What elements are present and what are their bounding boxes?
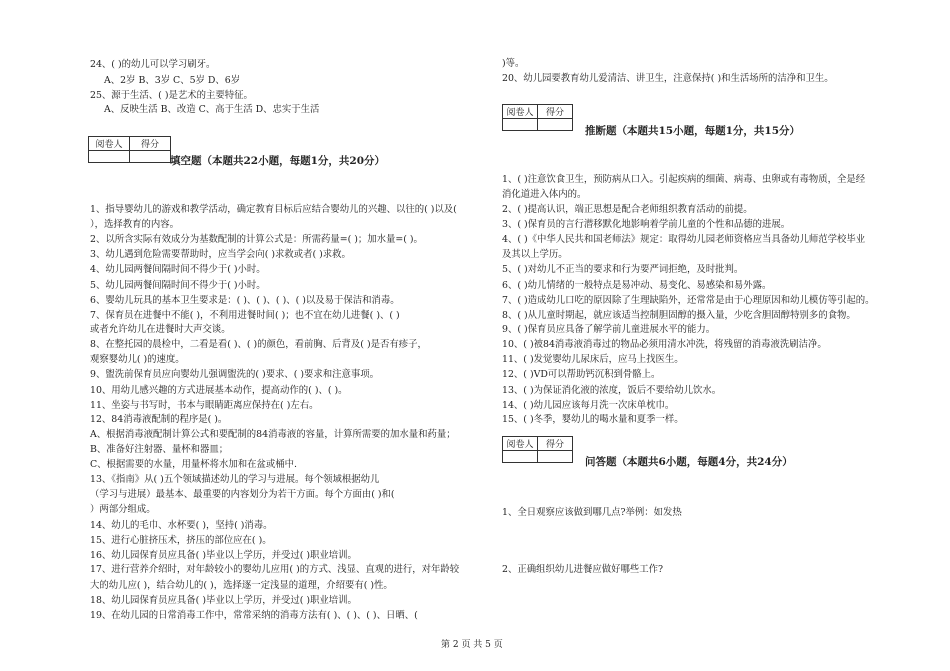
section-title-qa: 问答题（本题共6小题，每题4分，共24分） bbox=[585, 456, 793, 468]
fill-blank-line: 3、幼儿遇到危险需要帮助时，应当学会向( )求救或者( )求救。 bbox=[90, 249, 351, 260]
fill-blank-line: B、准备好注射器、量杯和器皿； bbox=[90, 444, 229, 455]
judge-line: 13、( )为保证消化液的浓度，饭后不要给幼儿饮水。 bbox=[502, 385, 722, 396]
judge-line: 12、( )VD可以帮助钙沉积到骨骼上。 bbox=[502, 369, 661, 380]
fill-blank-line: 观察婴幼儿( )的速度。 bbox=[90, 354, 185, 365]
question-25: 25、源于生活、( )是艺术的主要特征。 bbox=[90, 90, 253, 101]
score-table-judge bbox=[502, 104, 573, 131]
question-19-continued: )等。 bbox=[502, 58, 525, 69]
fill-blank-line: 8、在整托园的晨检中，二看是看( )、( )的颜色，看前胸、后背及( )是否有疹子， bbox=[90, 339, 427, 350]
fill-blank-line: 大的幼儿应( )，结合幼儿的( )，选择逐一定浅显的道理，介绍要有( )性。 bbox=[90, 580, 393, 591]
fill-blank-line: 5、幼儿园两餐间隔时间不得少于( )小时。 bbox=[90, 280, 266, 291]
question-24-options: A、2岁 B、3岁 C、5岁 D、6岁 bbox=[104, 75, 241, 86]
judge-line: 3、( )保育员的言行潜移默化地影响着学前儿童的个性和品德的进展。 bbox=[502, 219, 791, 230]
fill-blank-line: 7、保育员在进餐中不能( )，不利用进餐时间( )；也不宜在幼儿进餐( )、( ) bbox=[90, 310, 400, 321]
fill-blank-line: ）两部分组成。 bbox=[90, 504, 156, 515]
fill-blank-line: C、根据需要的水量，用量杯将水加和在盆或桶中. bbox=[90, 459, 298, 470]
fill-blank-line: 2、以所含实际有效成分为基数配制的计算公式是：所需药量=( )；加水量=( )。 bbox=[90, 234, 423, 245]
question-20: 20、幼儿园要教育幼儿爱清洁、讲卫生，注意保持( )和生活场所的洁净和卫生。 bbox=[502, 73, 834, 84]
judge-line: 14、( )幼儿园应该每月洗一次床单枕巾。 bbox=[502, 400, 675, 411]
judge-line: 1、( )注意饮食卫生，预防病从口入。引起疾病的细菌、病毒、虫卵或有毒物质，全是经 bbox=[502, 174, 866, 185]
score-cell[interactable] bbox=[538, 451, 573, 463]
score-table-qa bbox=[502, 436, 573, 463]
judge-line: 2、( )提高认识，端正思想是配合老师组织教育活动的前提。 bbox=[502, 204, 753, 215]
fill-blank-line: A、根据消毒液配制计算公式和要配制的84消毒液的容量，计算所需要的加水量和药量； bbox=[90, 429, 456, 440]
judge-line: 8、( )从儿童时期起，就应该适当控制胆固醇的摄入量，少吃含胆固醇特别多的食物。 bbox=[502, 310, 856, 321]
fill-blank-line: 12、84消毒液配制的程序是( )。 bbox=[90, 414, 228, 425]
score-table-fill bbox=[88, 136, 171, 163]
question-24: 24、( )的幼儿可以学习刷牙。 bbox=[90, 59, 216, 70]
judge-line: 5、( )对幼儿不正当的要求和行为要严词拒绝，及时批判。 bbox=[502, 264, 744, 275]
judge-line: 消化道进入体内的。 bbox=[502, 189, 587, 200]
score-cell[interactable] bbox=[538, 119, 573, 131]
reviewer-cell[interactable] bbox=[89, 151, 130, 163]
reviewer-label: 阅卷人 bbox=[89, 137, 130, 151]
fill-blank-line: 10、用幼儿感兴趣的方式进展基本动作，提高动作的( )、( )。 bbox=[90, 385, 348, 396]
reviewer-label: 阅卷人 bbox=[503, 105, 538, 119]
fill-blank-line: 16、幼儿园保育员应具备( )毕业以上学历，并受过( )职业培训。 bbox=[90, 550, 357, 561]
judge-line: 15、( )冬季，婴幼儿的喝水量和夏季一样。 bbox=[502, 414, 684, 425]
judge-line: 7、( )造成幼儿口吃的原因除了生理缺陷外，还常常是由于心理原因和幼儿模仿等引起的。 bbox=[502, 295, 875, 306]
score-label: 得分 bbox=[538, 437, 573, 451]
judge-line: 11、( )发觉婴幼儿尿床后，应马上找医生。 bbox=[502, 354, 684, 365]
fill-blank-line: 4、幼儿园两餐间隔时间不得少于( )小时。 bbox=[90, 264, 266, 275]
score-cell[interactable] bbox=[130, 151, 171, 163]
fill-blank-line: 14、幼儿的毛巾、水杯要( )，坚持( )消毒。 bbox=[90, 520, 273, 531]
qa-question-1: 1、全日观察应该做到哪几点?举例：如发热 bbox=[502, 507, 682, 518]
fill-blank-line: 6、婴幼儿玩具的基本卫生要求是：( )、( )、( )、( )以及易于保洁和消毒。 bbox=[90, 295, 400, 306]
judge-line: 10、( )被84消毒液消毒过的物品必须用清水冲洗，将残留的消毒液洗刷洁净。 bbox=[502, 339, 827, 350]
fill-blank-line: 11、坐姿与书写时，书本与眼睛距离应保持在( )左右。 bbox=[90, 400, 319, 411]
score-label: 得分 bbox=[130, 137, 171, 151]
judge-line: 9、( )保育员应具备了解学前儿童进展水平的能力。 bbox=[502, 324, 716, 335]
fill-blank-line: 13、《指南》从( )五个领域描述幼儿的学习与进展。每个领域根据幼儿 bbox=[90, 474, 380, 485]
reviewer-label: 阅卷人 bbox=[503, 437, 538, 451]
section-title-judge: 推断题（本题共15小题，每题1分，共15分） bbox=[585, 125, 801, 137]
fill-blank-line: 1、指导婴幼儿的游戏和教学活动，确定教育目标后应结合婴幼儿的兴趣、以往的( )以及( bbox=[90, 204, 457, 215]
reviewer-cell[interactable] bbox=[503, 451, 538, 463]
question-25-options: A、反映生活 B、改造 C、高于生活 D、忠实于生活 bbox=[104, 104, 320, 115]
qa-question-2: 2、正确组织幼儿进餐应做好哪些工作? bbox=[502, 564, 663, 575]
judge-line: 及其以上学历。 bbox=[502, 249, 568, 260]
fill-blank-line: ），选择教育的内容。 bbox=[90, 219, 180, 230]
judge-line: 4、( )《中华人民共和国老师法》规定：取得幼儿园老师资格应当具备幼儿师范学校毕业 bbox=[502, 234, 866, 245]
fill-blank-line: （学习与进展）最基本、最重要的内容划分为若干方面。每个方面由( )和( bbox=[90, 489, 395, 500]
fill-blank-line: 9、盥洗前保育员应向婴幼儿强调盥洗的( )要求、( )要求和注意事项。 bbox=[90, 369, 380, 380]
fill-blank-line: 或者允许幼儿在进餐时大声交谈。 bbox=[90, 324, 231, 335]
fill-blank-line: 19、在幼儿园的日常消毒工作中，常常采纳的消毒方法有( )、( )、( )、日晒、( bbox=[90, 610, 418, 621]
page-footer: 第 2 页 共 5 页 bbox=[441, 640, 503, 650]
reviewer-cell[interactable] bbox=[503, 119, 538, 131]
fill-blank-line: 15、进行心脏挤压术，挤压的部位应在( )。 bbox=[90, 535, 272, 546]
judge-line: 6、( )幼儿情绪的一般特点是易冲动、易变化、易感染和易外露。 bbox=[502, 280, 772, 291]
section-title-fill-blank: 填空题（本题共22小题，每题1分，共20分） bbox=[170, 155, 386, 167]
score-label: 得分 bbox=[538, 105, 573, 119]
fill-blank-line: 17、进行营养介绍时，对年龄较小的婴幼儿应用( )的方式、浅显、直观的进行，对年龄较 bbox=[90, 564, 460, 575]
fill-blank-line: 18、幼儿园保育员应具备( )毕业以上学历，并受过( )职业培训。 bbox=[90, 595, 357, 606]
